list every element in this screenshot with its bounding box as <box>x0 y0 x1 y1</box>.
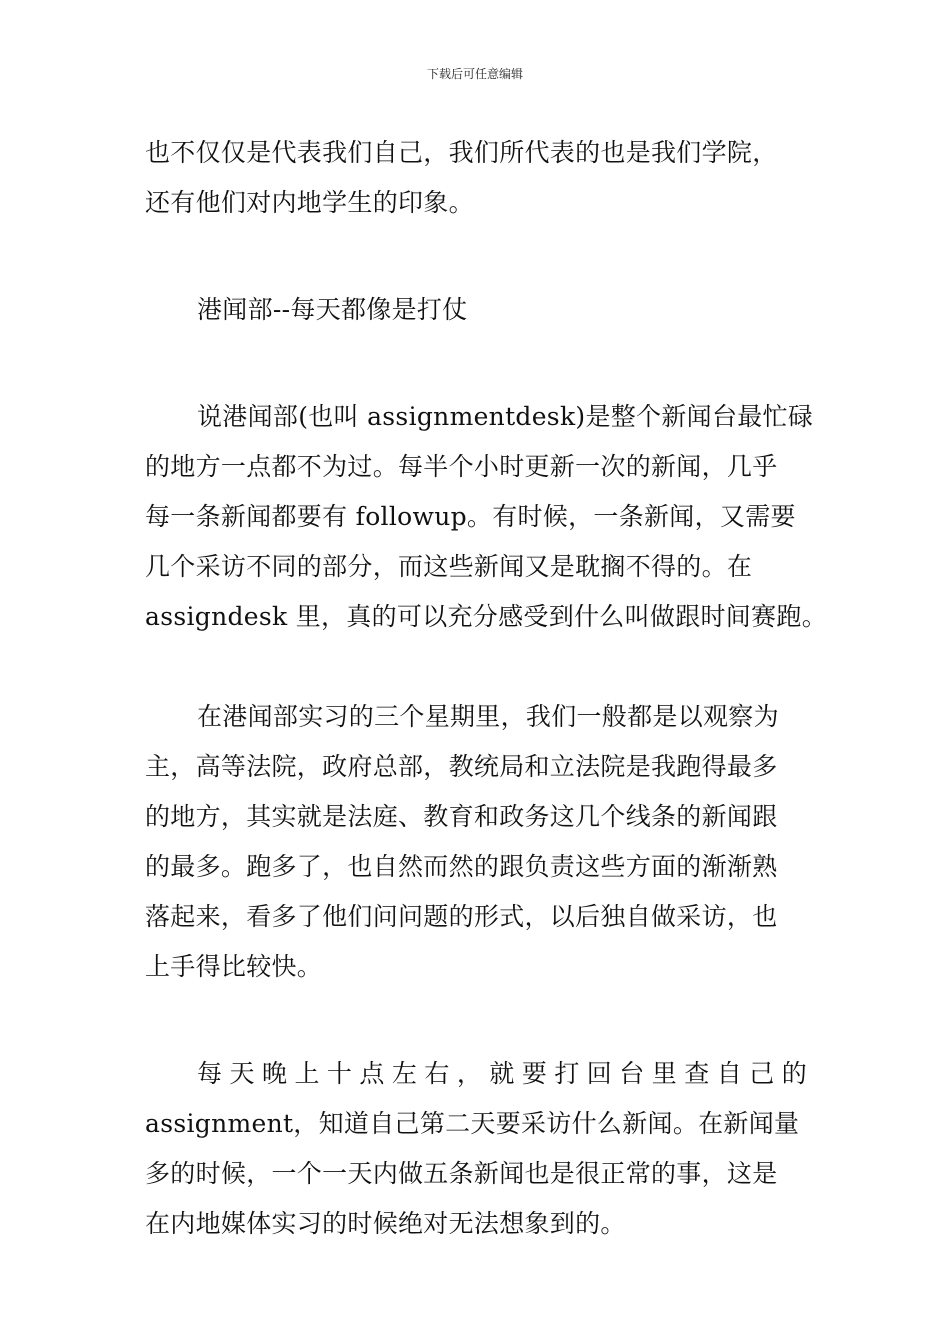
text-line: 每一条新闻都要有 followup。有时候，一条新闻，又需要 <box>145 502 796 531</box>
text-line: assignment，知道自己第二天要采访什么新闻。在新闻量 <box>145 1109 800 1138</box>
heading-line: 港闻部--每天都像是打仗 <box>197 295 468 324</box>
section-heading <box>145 285 807 335</box>
paragraph <box>145 692 807 992</box>
text-line: 还有他们对内地学生的印象。 <box>145 188 474 217</box>
page-header: 下载后可任意编辑 <box>426 67 523 81</box>
text-line: assigndesk 里，真的可以充分感受到什么叫做跟时间赛跑。 <box>145 602 827 631</box>
paragraph <box>145 392 827 642</box>
text-line: 每天晚上十点左右，就要打回台里查自己的 <box>197 1059 807 1088</box>
text-line: 的地方，其实就是法庭、教育和政务这几个线条的新闻跟 <box>145 802 778 831</box>
paragraph <box>145 128 807 228</box>
text-line: 说港闻部(也叫 assignmentdesk)是整个新闻台最忙碌 <box>197 402 814 431</box>
text-line: 上手得比较快。 <box>145 952 323 981</box>
paragraph <box>145 1049 807 1249</box>
text-line: 的最多。跑多了，也自然而然的跟负责这些方面的渐渐熟 <box>145 852 778 881</box>
text-line: 在内地媒体实习的时候绝对无法想象到的。 <box>145 1209 626 1238</box>
text-line: 也不仅仅是代表我们自己，我们所代表的也是我们学院， <box>145 138 778 167</box>
text-line: 几个采访不同的部分，而这些新闻又是耽搁不得的。在 <box>145 552 753 581</box>
document-body <box>145 128 827 1249</box>
text-line: 主，高等法院，政府总部，教统局和立法院是我跑得最多 <box>145 752 778 781</box>
text-line: 多的时候，一个一天内做五条新闻也是很正常的事，这是 <box>145 1159 778 1188</box>
text-line: 落起来，看多了他们问问题的形式，以后独自做采访，也 <box>145 902 778 931</box>
text-line: 的地方一点都不为过。每半个小时更新一次的新闻，几乎 <box>145 452 778 481</box>
text-line: 在港闻部实习的三个星期里，我们一般都是以观察为 <box>197 702 779 731</box>
